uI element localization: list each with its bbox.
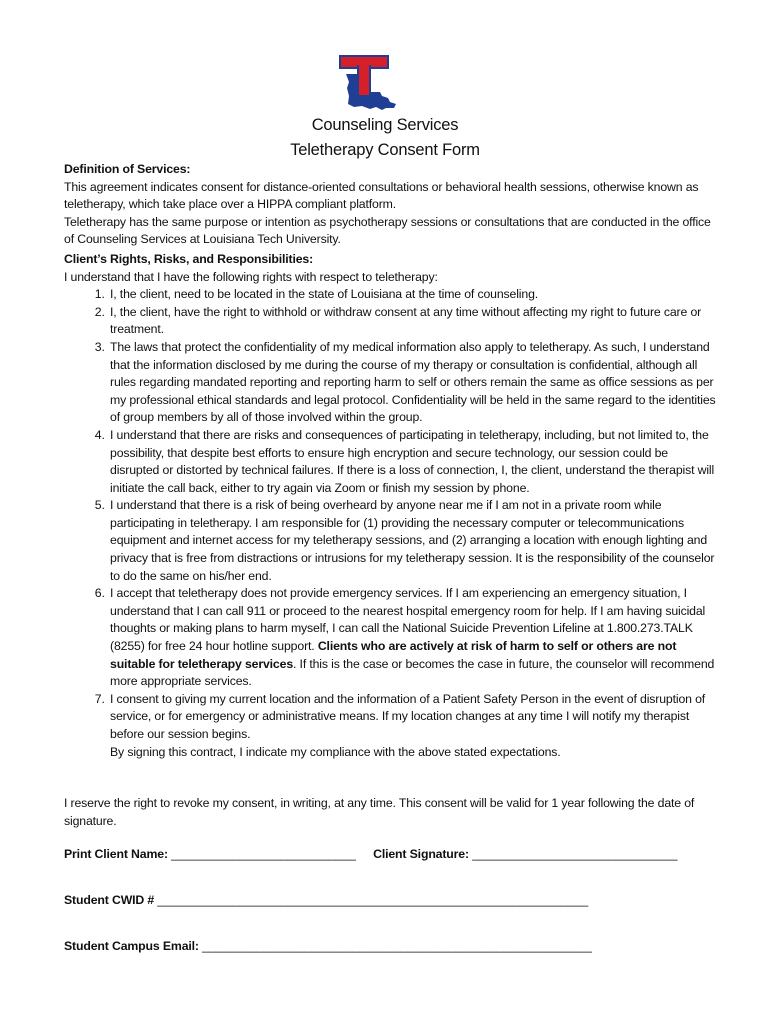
list-item: 2. I, the client, have the right to withhold or withdraw consent at any time without affecting my right to future care or treatment. (108, 304, 716, 339)
cwid-field[interactable]: _______________________________________________________________ (157, 892, 589, 907)
rights-list (64, 286, 716, 743)
definition-paragraph-1: This agreement indicates consent for distance-oriented consultations or behavioral health sessions, otherwise known as teletherapy, which take place over a HIPPA compliant platform. (64, 179, 699, 212)
rights-heading: Client’s Rights, Risks, and Responsibilities: (64, 251, 314, 266)
item-warning: Clients who are actively at risk of harm to self or others are not suitable for teletherapy services (110, 639, 677, 671)
client-name-field[interactable]: ___________________________ (171, 847, 356, 862)
client-name-row (64, 846, 716, 864)
page-subtitle: Teletherapy Consent Form (290, 141, 480, 159)
email-field[interactable]: _________________________________________________________ (202, 938, 592, 953)
list-item: 4. I understand that there are risks and consequences of participating in teletherapy, including, but not limited to, the possibility, that despite best efforts to ensure high encryption and secure technology, our session could be disrupted or distorted by technical failures. If there is a loss of connection, I, the client, understand the therapist will initiate the call back, either to try again via Zoom or finish my session by phone. (108, 427, 716, 497)
consent-body (64, 161, 716, 955)
email-row (64, 938, 716, 956)
list-item (108, 585, 716, 691)
item-text: I accept that teletherapy does not provide emergency services. If I am experiencing an emergency situation, I understand that I can call 911 or proceed to the nearest hospital emergency room for help. If I am having suicidal thoughts or making plans to harm myself, I can call the National Suicide Prevention Lifeline at 1.800.273.TALK (8255) for free 24 hour hotline support. (110, 586, 706, 654)
cwid-label: Student CWID # (64, 892, 155, 907)
definition-heading: Definition of Services: (64, 162, 191, 176)
list-item: 1. I, the client, need to be located in the state of Louisiana at the time of counseling. (108, 286, 716, 304)
definition-paragraph-2: Teletherapy has the same purpose or intention as psychotherapy sessions or consultations that are conducted in the office of Counseling Services at Louisiana Tech University. (64, 214, 711, 247)
cwid-row (64, 892, 716, 910)
closing-statement: By signing this contract, I indicate my compliance with the above stated expectations. (110, 744, 561, 759)
client-signature-label: Client Signature: (373, 847, 469, 862)
list-item: 3. The laws that protect the confidentiality of my medical information also apply to teletherapy. As such, I understand that the information disclosed by me during the course of my therapy or consultation is confidential, although all rules regarding mandated reporting and reporting harm to self or others remain the same as office sessions as per my professional ethical standards and legal protocol. Confidentiality will be held in the same regard to the identities of group members by all of those involved within the group. (108, 339, 716, 427)
list-item: 5. I understand that there is a risk of being overheard by anyone near me if I am not in a private room while participating in teletherapy. I am responsible for (1) providing the necessary computer or telecommunications equipment and internet access for my teletherapy sessions, and (2) arranging a location with enough lighting and privacy that is free from distractions or intrusions for my teletherapy session. It is the responsibility of the counselor to do the same on his/her end. (108, 497, 716, 585)
item-text-tail: . If this is the case or becomes the case in future, the counselor will recommend more appropriate services. (110, 656, 715, 689)
rights-intro: I understand that I have the following rights with respect to teletherapy: (64, 269, 438, 284)
client-signature-field[interactable]: ______________________________ (472, 847, 678, 862)
louisiana-tech-logo-icon (336, 52, 402, 112)
list-item: 7. I consent to giving my current location and the information of a Patient Safety Person in the event of disruption of service, or for emergency or administrative means. If my location changes at any time I will notify my therapist before our session begins. (108, 691, 716, 744)
revoke-statement: I reserve the right to revoke my consent, in writing, at any time. This consent will be valid for 1 year following the date of signature. (64, 796, 695, 828)
client-name-label: Print Client Name: (64, 847, 168, 862)
page-title: Counseling Services (311, 116, 459, 134)
email-label: Student Campus Email: (64, 938, 199, 953)
